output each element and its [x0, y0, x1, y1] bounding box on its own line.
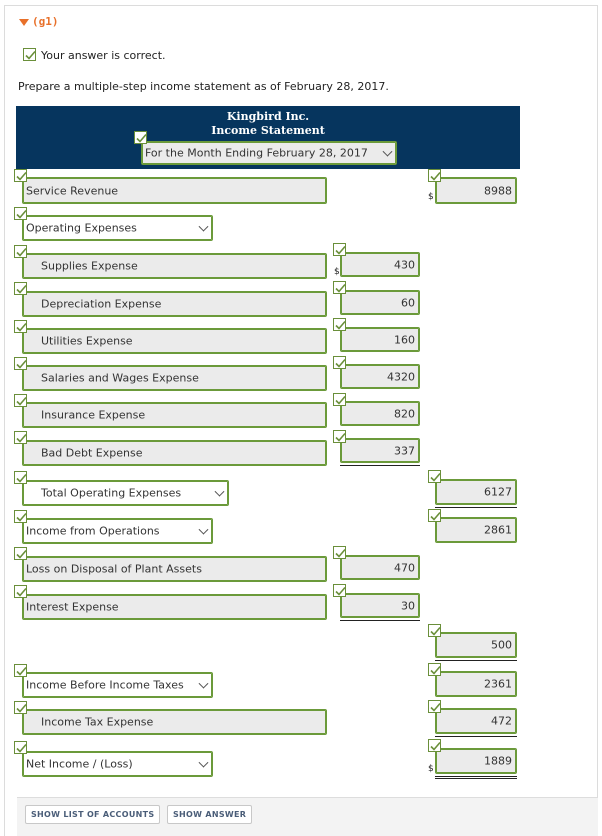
- chevron-down-icon: [199, 525, 209, 535]
- dollar-sign: $: [428, 192, 434, 202]
- operating-expenses-label: Operating Expenses: [26, 221, 137, 235]
- dollar-sign: $: [334, 267, 340, 277]
- net-income-select[interactable]: [22, 751, 213, 777]
- utilities-expense-value: 160: [394, 333, 415, 346]
- correct-check-icon: [428, 739, 441, 752]
- subtotal-underline: [340, 620, 420, 621]
- correct-check-icon: [14, 701, 27, 714]
- supplies-expense-account[interactable]: [22, 253, 327, 279]
- chevron-down-icon: [199, 758, 209, 768]
- correct-check-icon: [14, 664, 27, 677]
- income-tax-expense-amount[interactable]: [435, 708, 517, 734]
- income-before-taxes-label: Income Before Income Taxes: [26, 678, 184, 692]
- bad-debt-expense-label: Bad Debt Expense: [41, 446, 143, 460]
- interest-expense-account[interactable]: [22, 594, 327, 620]
- correct-check-icon: [14, 510, 27, 523]
- bad-debt-expense-amount[interactable]: [340, 438, 420, 463]
- correct-check-icon: [428, 169, 441, 182]
- salaries-expense-amount[interactable]: [340, 364, 420, 389]
- subtotal-underline: [435, 736, 517, 737]
- company-name: Kingbird Inc.: [226, 110, 310, 123]
- interest-expense-amount[interactable]: [340, 593, 420, 618]
- income-from-operations-amount[interactable]: [435, 517, 517, 543]
- income-tax-expense-value: 472: [491, 714, 512, 728]
- correct-check-icon: [14, 357, 27, 370]
- correct-check-icon: [14, 394, 27, 407]
- insurance-expense-label: Insurance Expense: [41, 408, 146, 422]
- income-before-taxes-select[interactable]: [22, 672, 213, 698]
- correct-check-icon: [14, 207, 27, 220]
- other-expenses-total-amount[interactable]: [435, 632, 517, 658]
- correct-check-icon: [134, 131, 147, 144]
- period-select-value: For the Month Ending February 28, 2017: [145, 146, 368, 160]
- supplies-expense-amount[interactable]: [340, 252, 420, 277]
- salaries-expense-value: 4320: [387, 370, 415, 383]
- show-answer-button[interactable]: SHOW ANSWER: [167, 805, 252, 824]
- total-operating-expenses-value: 6127: [484, 485, 512, 499]
- chevron-down-icon: [383, 147, 393, 157]
- double-underline-top: [435, 776, 517, 777]
- correct-check-icon: [23, 48, 36, 61]
- depreciation-expense-account[interactable]: [22, 291, 327, 317]
- collapse-triangle-icon[interactable]: [19, 19, 29, 26]
- correct-check-icon: [14, 431, 27, 444]
- loss-on-disposal-label: Loss on Disposal of Plant Assets: [26, 562, 202, 576]
- income-tax-expense-label: Income Tax Expense: [41, 715, 154, 729]
- service-revenue-amount[interactable]: [435, 177, 517, 204]
- net-income-label: Net Income / (Loss): [26, 757, 133, 771]
- bad-debt-expense-value: 337: [394, 444, 415, 457]
- service-revenue-value: 8988: [484, 184, 512, 197]
- double-underline-bottom: [435, 778, 517, 779]
- depreciation-expense-amount[interactable]: [340, 290, 420, 315]
- total-operating-expenses-select[interactable]: [22, 480, 229, 506]
- dollar-sign: $: [428, 764, 434, 774]
- status-message: Your answer is correct.: [41, 49, 166, 62]
- income-tax-expense-account[interactable]: [22, 709, 327, 735]
- supplies-expense-value: 430: [394, 258, 415, 271]
- depreciation-expense-value: 60: [401, 296, 415, 309]
- income-from-operations-value: 2861: [484, 523, 512, 537]
- loss-on-disposal-account[interactable]: [22, 556, 327, 582]
- correct-check-icon: [14, 169, 27, 182]
- income-from-operations-label: Income from Operations: [26, 524, 160, 538]
- salaries-expense-account[interactable]: [22, 365, 327, 391]
- insurance-expense-value: 820: [394, 407, 415, 420]
- period-select[interactable]: [141, 141, 397, 165]
- question-id: (g1): [32, 15, 59, 28]
- subtotal-underline: [340, 465, 420, 466]
- correct-check-icon: [428, 624, 441, 637]
- correct-check-icon: [333, 546, 346, 559]
- salaries-expense-label: Salaries and Wages Expense: [41, 371, 199, 385]
- service-revenue-account[interactable]: [22, 177, 327, 204]
- correct-check-icon: [428, 509, 441, 522]
- correct-check-icon: [14, 245, 27, 258]
- correct-check-icon: [14, 741, 27, 754]
- service-revenue-label: Service Revenue: [26, 184, 119, 197]
- income-before-taxes-amount[interactable]: [435, 671, 517, 697]
- insurance-expense-amount[interactable]: [340, 401, 420, 426]
- instruction-text: Prepare a multiple-step income statement as of February 28, 2017.: [18, 80, 389, 93]
- correct-check-icon: [333, 430, 346, 443]
- insurance-expense-account[interactable]: [22, 402, 327, 428]
- total-operating-expenses-amount[interactable]: [435, 479, 517, 505]
- correct-check-icon: [428, 700, 441, 713]
- depreciation-expense-label: Depreciation Expense: [41, 297, 162, 311]
- correct-check-icon: [333, 318, 346, 331]
- income-before-taxes-value: 2361: [484, 677, 512, 691]
- correct-check-icon: [14, 471, 27, 484]
- net-income-value: 1889: [484, 754, 512, 768]
- utilities-expense-account[interactable]: [22, 328, 327, 354]
- correct-check-icon: [333, 243, 346, 256]
- other-expenses-total-value: 500: [491, 638, 512, 652]
- correct-check-icon: [14, 547, 27, 560]
- interest-expense-value: 30: [401, 599, 415, 612]
- correct-check-icon: [428, 663, 441, 676]
- show-list-of-accounts-button[interactable]: SHOW LIST OF ACCOUNTS: [25, 805, 160, 824]
- net-income-amount[interactable]: [435, 748, 517, 774]
- correct-check-icon: [333, 584, 346, 597]
- loss-on-disposal-value: 470: [394, 561, 415, 574]
- chevron-down-icon: [215, 487, 225, 497]
- bad-debt-expense-account[interactable]: [22, 440, 327, 466]
- correct-check-icon: [14, 282, 27, 295]
- statement-title: Income Statement: [211, 124, 325, 137]
- correct-check-icon: [333, 356, 346, 369]
- correct-check-icon: [333, 281, 346, 294]
- subtotal-underline: [435, 660, 517, 661]
- supplies-expense-label: Supplies Expense: [41, 259, 138, 273]
- utilities-expense-label: Utilities Expense: [41, 334, 133, 348]
- correct-check-icon: [428, 470, 441, 483]
- operating-expenses-select[interactable]: [22, 215, 213, 241]
- income-from-operations-select[interactable]: [22, 518, 213, 544]
- loss-on-disposal-amount[interactable]: [340, 555, 420, 580]
- correct-check-icon: [333, 393, 346, 406]
- chevron-down-icon: [199, 679, 209, 689]
- total-operating-expenses-label: Total Operating Expenses: [41, 486, 182, 500]
- correct-check-icon: [14, 320, 27, 333]
- chevron-down-icon: [199, 222, 209, 232]
- utilities-expense-amount[interactable]: [340, 327, 420, 352]
- subtotal-underline: [435, 507, 517, 508]
- interest-expense-label: Interest Expense: [26, 600, 119, 614]
- correct-check-icon: [14, 585, 27, 598]
